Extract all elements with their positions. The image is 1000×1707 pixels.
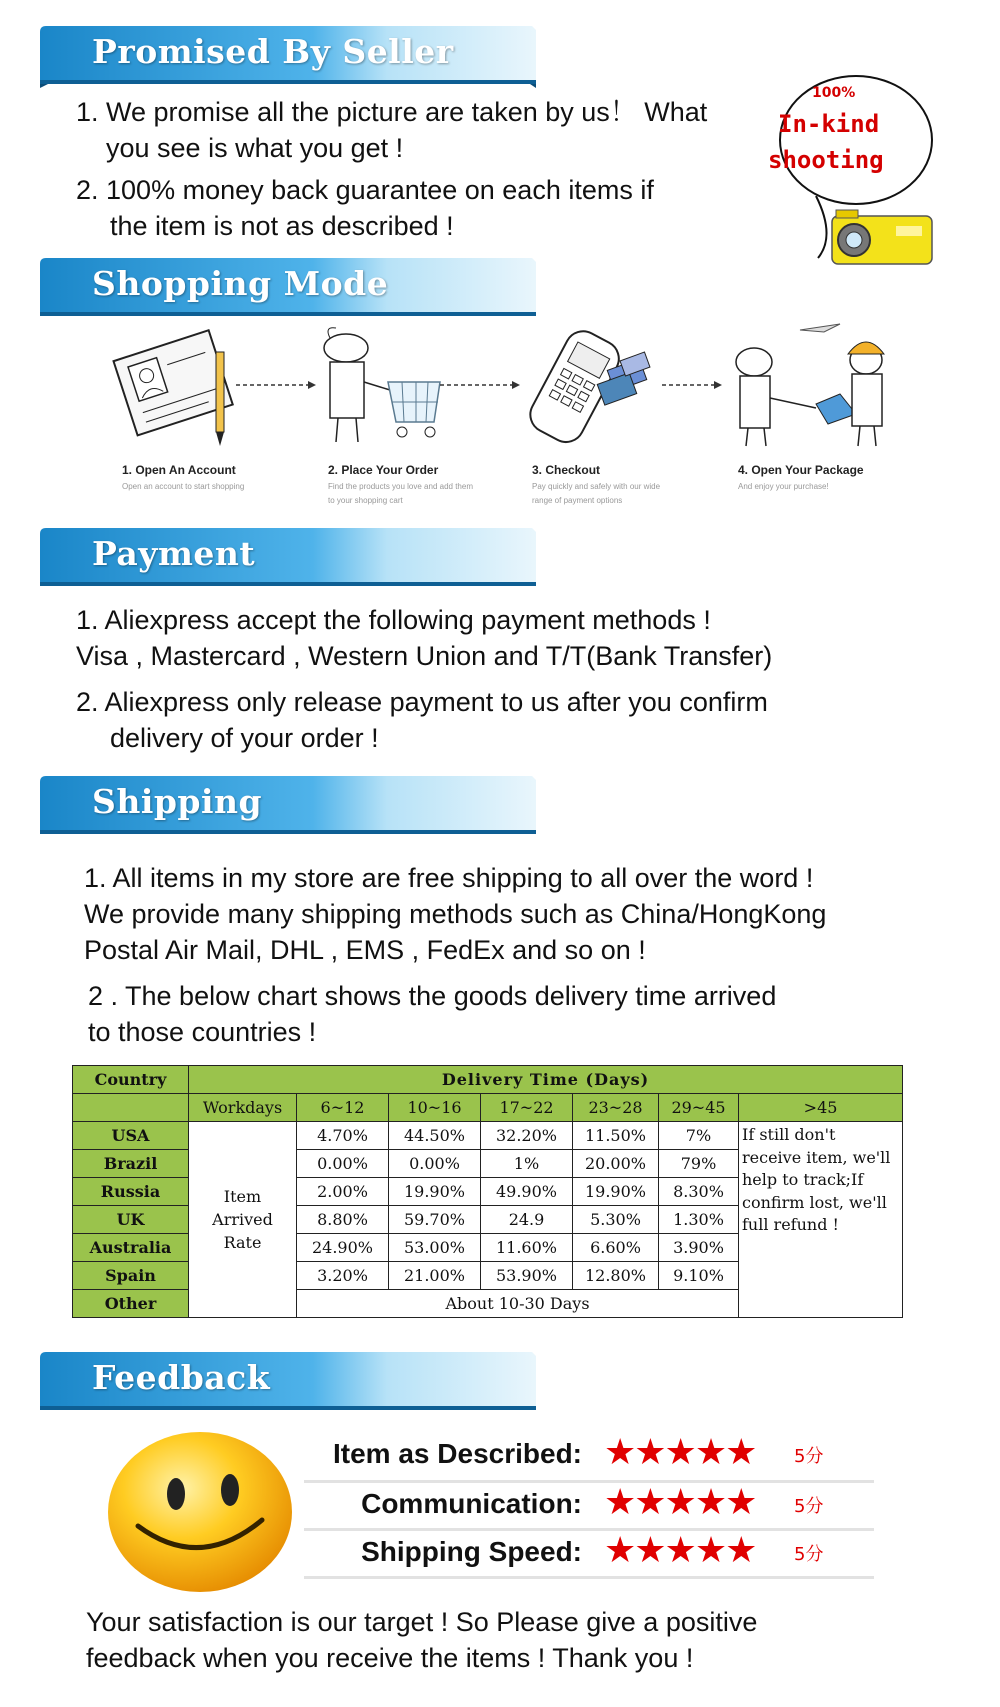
step-title: 3. Checkout bbox=[532, 463, 601, 477]
section-title: Shipping bbox=[92, 782, 263, 821]
rate-cell: 8.80% bbox=[297, 1206, 389, 1234]
arrow-right-icon bbox=[236, 380, 316, 390]
feedback-line-2: feedback when you receive the items ! Thank you ! bbox=[86, 1643, 694, 1673]
airplane-icon bbox=[800, 324, 840, 332]
country-cell: Australia bbox=[73, 1234, 189, 1262]
payment-line-2: Visa , Mastercard , Western Union and T/T(Bank Transfer) bbox=[76, 641, 773, 671]
rate-cell: 6.60% bbox=[573, 1234, 659, 1262]
rating-label: Communication: bbox=[361, 1488, 582, 1519]
step-checkout bbox=[514, 322, 724, 512]
shopping-cart-icon bbox=[310, 322, 460, 457]
rating-row-item-described bbox=[314, 1430, 874, 1478]
refund-note: If still don't receive item, we'll help to track;If confirm lost, we'll full refund ! bbox=[739, 1122, 903, 1318]
rate-cell: 53.00% bbox=[389, 1234, 481, 1262]
rate-cell: 0.00% bbox=[297, 1150, 389, 1178]
feedback-line-1: Your satisfaction is our target ! So Please give a positive bbox=[86, 1607, 758, 1637]
shipping-line-1: 1. All items in my store are free shipping to all over the word ! bbox=[84, 863, 814, 893]
rating-row-shipping-speed bbox=[314, 1528, 874, 1576]
step-open-package bbox=[720, 322, 930, 512]
rate-cell: 0.00% bbox=[389, 1150, 481, 1178]
rate-cell: 32.20% bbox=[481, 1122, 573, 1150]
step-title: 1. Open An Account bbox=[122, 463, 236, 477]
rate-cell: 44.50% bbox=[389, 1122, 481, 1150]
rating-label: Shipping Speed: bbox=[361, 1536, 582, 1567]
shipping-line-5: to those countries ! bbox=[88, 1017, 317, 1047]
step-description: Find the products you love and add them to your shopping cart bbox=[328, 482, 473, 505]
shipping-line-2: We provide many shipping methods such as China/HongKong bbox=[84, 899, 827, 929]
range-header: 29~45 bbox=[659, 1094, 739, 1122]
step-title: 4. Open Your Package bbox=[738, 463, 864, 477]
rate-cell: 11.50% bbox=[573, 1122, 659, 1150]
section-title: Payment bbox=[92, 534, 256, 573]
rate-cell: 1% bbox=[481, 1150, 573, 1178]
rate-cell: 9.10% bbox=[659, 1262, 739, 1290]
divider bbox=[304, 1576, 874, 1579]
range-header: 10~16 bbox=[389, 1094, 481, 1122]
country-header-spacer bbox=[73, 1094, 189, 1122]
table-row bbox=[73, 1122, 903, 1150]
country-header: Country bbox=[73, 1066, 189, 1094]
rating-label: Item as Described: bbox=[333, 1438, 582, 1469]
rate-cell: 24.9 bbox=[481, 1206, 573, 1234]
in-kind-shooting-badge bbox=[766, 68, 942, 268]
feedback-rating-panel bbox=[94, 1424, 874, 1594]
shipping-line-3: Postal Air Mail, DHL , EMS , FedEx and so on ! bbox=[84, 935, 646, 965]
rate-cell: 3.90% bbox=[659, 1234, 739, 1262]
step-description: Open an account to start shopping bbox=[122, 482, 245, 491]
promise-item-1-cont: you see is what you get ! bbox=[106, 133, 404, 163]
package-delivery-icon bbox=[720, 322, 900, 457]
rate-cell: 5.30% bbox=[573, 1206, 659, 1234]
item-arrived-rate-label: Item Arrived Rate bbox=[189, 1122, 297, 1318]
rate-cell: 1.30% bbox=[659, 1206, 739, 1234]
range-header: 6~12 bbox=[297, 1094, 389, 1122]
arrow-right-icon bbox=[440, 380, 520, 390]
rate-cell: 8.30% bbox=[659, 1178, 739, 1206]
payment-line-1: 1. Aliexpress accept the following payment methods ! bbox=[76, 605, 711, 635]
rate-cell: 21.00% bbox=[389, 1262, 481, 1290]
payment-line-3: 2. Aliexpress only release payment to us after you confirm bbox=[76, 687, 768, 717]
rate-cell: 79% bbox=[659, 1150, 739, 1178]
rate-cell: 53.90% bbox=[481, 1262, 573, 1290]
country-cell: Russia bbox=[73, 1178, 189, 1206]
promise-item-2-cont: the item is not as described ! bbox=[110, 211, 454, 241]
camera-icon bbox=[832, 210, 932, 264]
rate-cell: 59.70% bbox=[389, 1206, 481, 1234]
section-banner-shopping bbox=[40, 258, 540, 320]
country-cell: Other bbox=[73, 1290, 189, 1318]
rate-cell: 20.00% bbox=[573, 1150, 659, 1178]
country-cell: Spain bbox=[73, 1262, 189, 1290]
range-header: >45 bbox=[739, 1094, 903, 1122]
country-cell: USA bbox=[73, 1122, 189, 1150]
rate-cell: 19.90% bbox=[389, 1178, 481, 1206]
step-open-account bbox=[104, 322, 314, 512]
rate-cell: 19.90% bbox=[573, 1178, 659, 1206]
delivery-time-table bbox=[72, 1065, 903, 1318]
section-banner-shipping bbox=[40, 776, 540, 838]
account-card-icon bbox=[104, 322, 254, 457]
rate-cell: 7% bbox=[659, 1122, 739, 1150]
card-terminal-icon bbox=[514, 322, 664, 457]
promise-item-1: 1. We promise all the picture are taken by us！ What bbox=[76, 97, 708, 127]
country-cell: Brazil bbox=[73, 1150, 189, 1178]
rate-cell: 2.00% bbox=[297, 1178, 389, 1206]
section-title: Feedback bbox=[92, 1358, 271, 1397]
step-description: And enjoy your purchase! bbox=[738, 482, 829, 491]
section-banner-promised bbox=[40, 26, 540, 88]
range-header: 23~28 bbox=[573, 1094, 659, 1122]
workdays-label: Workdays bbox=[189, 1094, 297, 1122]
promise-item-2: 2. 100% money back guarantee on each items if bbox=[76, 175, 654, 205]
rating-score: 5分 bbox=[794, 1446, 824, 1467]
section-title: Promised By Seller bbox=[92, 32, 454, 71]
rate-cell: 49.90% bbox=[481, 1178, 573, 1206]
step-place-order bbox=[310, 322, 520, 512]
rating-score: 5分 bbox=[794, 1544, 824, 1565]
rate-cell: 12.80% bbox=[573, 1262, 659, 1290]
other-delivery-time: About 10-30 Days bbox=[297, 1290, 739, 1318]
smiley-face-icon bbox=[94, 1424, 304, 1594]
step-description: Pay quickly and safely with our wide range of payment options bbox=[532, 482, 661, 505]
star-rating-icon: ★★★★★ bbox=[604, 1482, 756, 1523]
shopping-steps bbox=[90, 322, 920, 512]
rate-cell: 24.90% bbox=[297, 1234, 389, 1262]
star-rating-icon: ★★★★★ bbox=[604, 1530, 756, 1571]
step-title: 2. Place Your Order bbox=[328, 463, 439, 477]
section-banner-feedback bbox=[40, 1352, 540, 1414]
section-title: Shopping Mode bbox=[92, 264, 389, 303]
arrow-right-icon bbox=[662, 380, 722, 390]
section-banner-payment bbox=[40, 528, 540, 590]
country-cell: UK bbox=[73, 1206, 189, 1234]
badge-shooting: shooting bbox=[768, 146, 884, 174]
rate-cell: 4.70% bbox=[297, 1122, 389, 1150]
range-header: 17~22 bbox=[481, 1094, 573, 1122]
rate-cell: 11.60% bbox=[481, 1234, 573, 1262]
badge-in-kind: In-kind bbox=[778, 110, 880, 138]
shipping-line-4: 2 . The below chart shows the goods delivery time arrived bbox=[88, 981, 777, 1011]
payment-line-4: delivery of your order ! bbox=[110, 723, 379, 753]
badge-percent: 100% bbox=[812, 85, 856, 101]
star-rating-icon: ★★★★★ bbox=[604, 1432, 756, 1473]
rating-score: 5分 bbox=[794, 1496, 824, 1517]
rate-cell: 3.20% bbox=[297, 1262, 389, 1290]
delivery-time-header: Delivery Time (Days) bbox=[189, 1066, 903, 1094]
rating-row-communication bbox=[314, 1480, 874, 1528]
